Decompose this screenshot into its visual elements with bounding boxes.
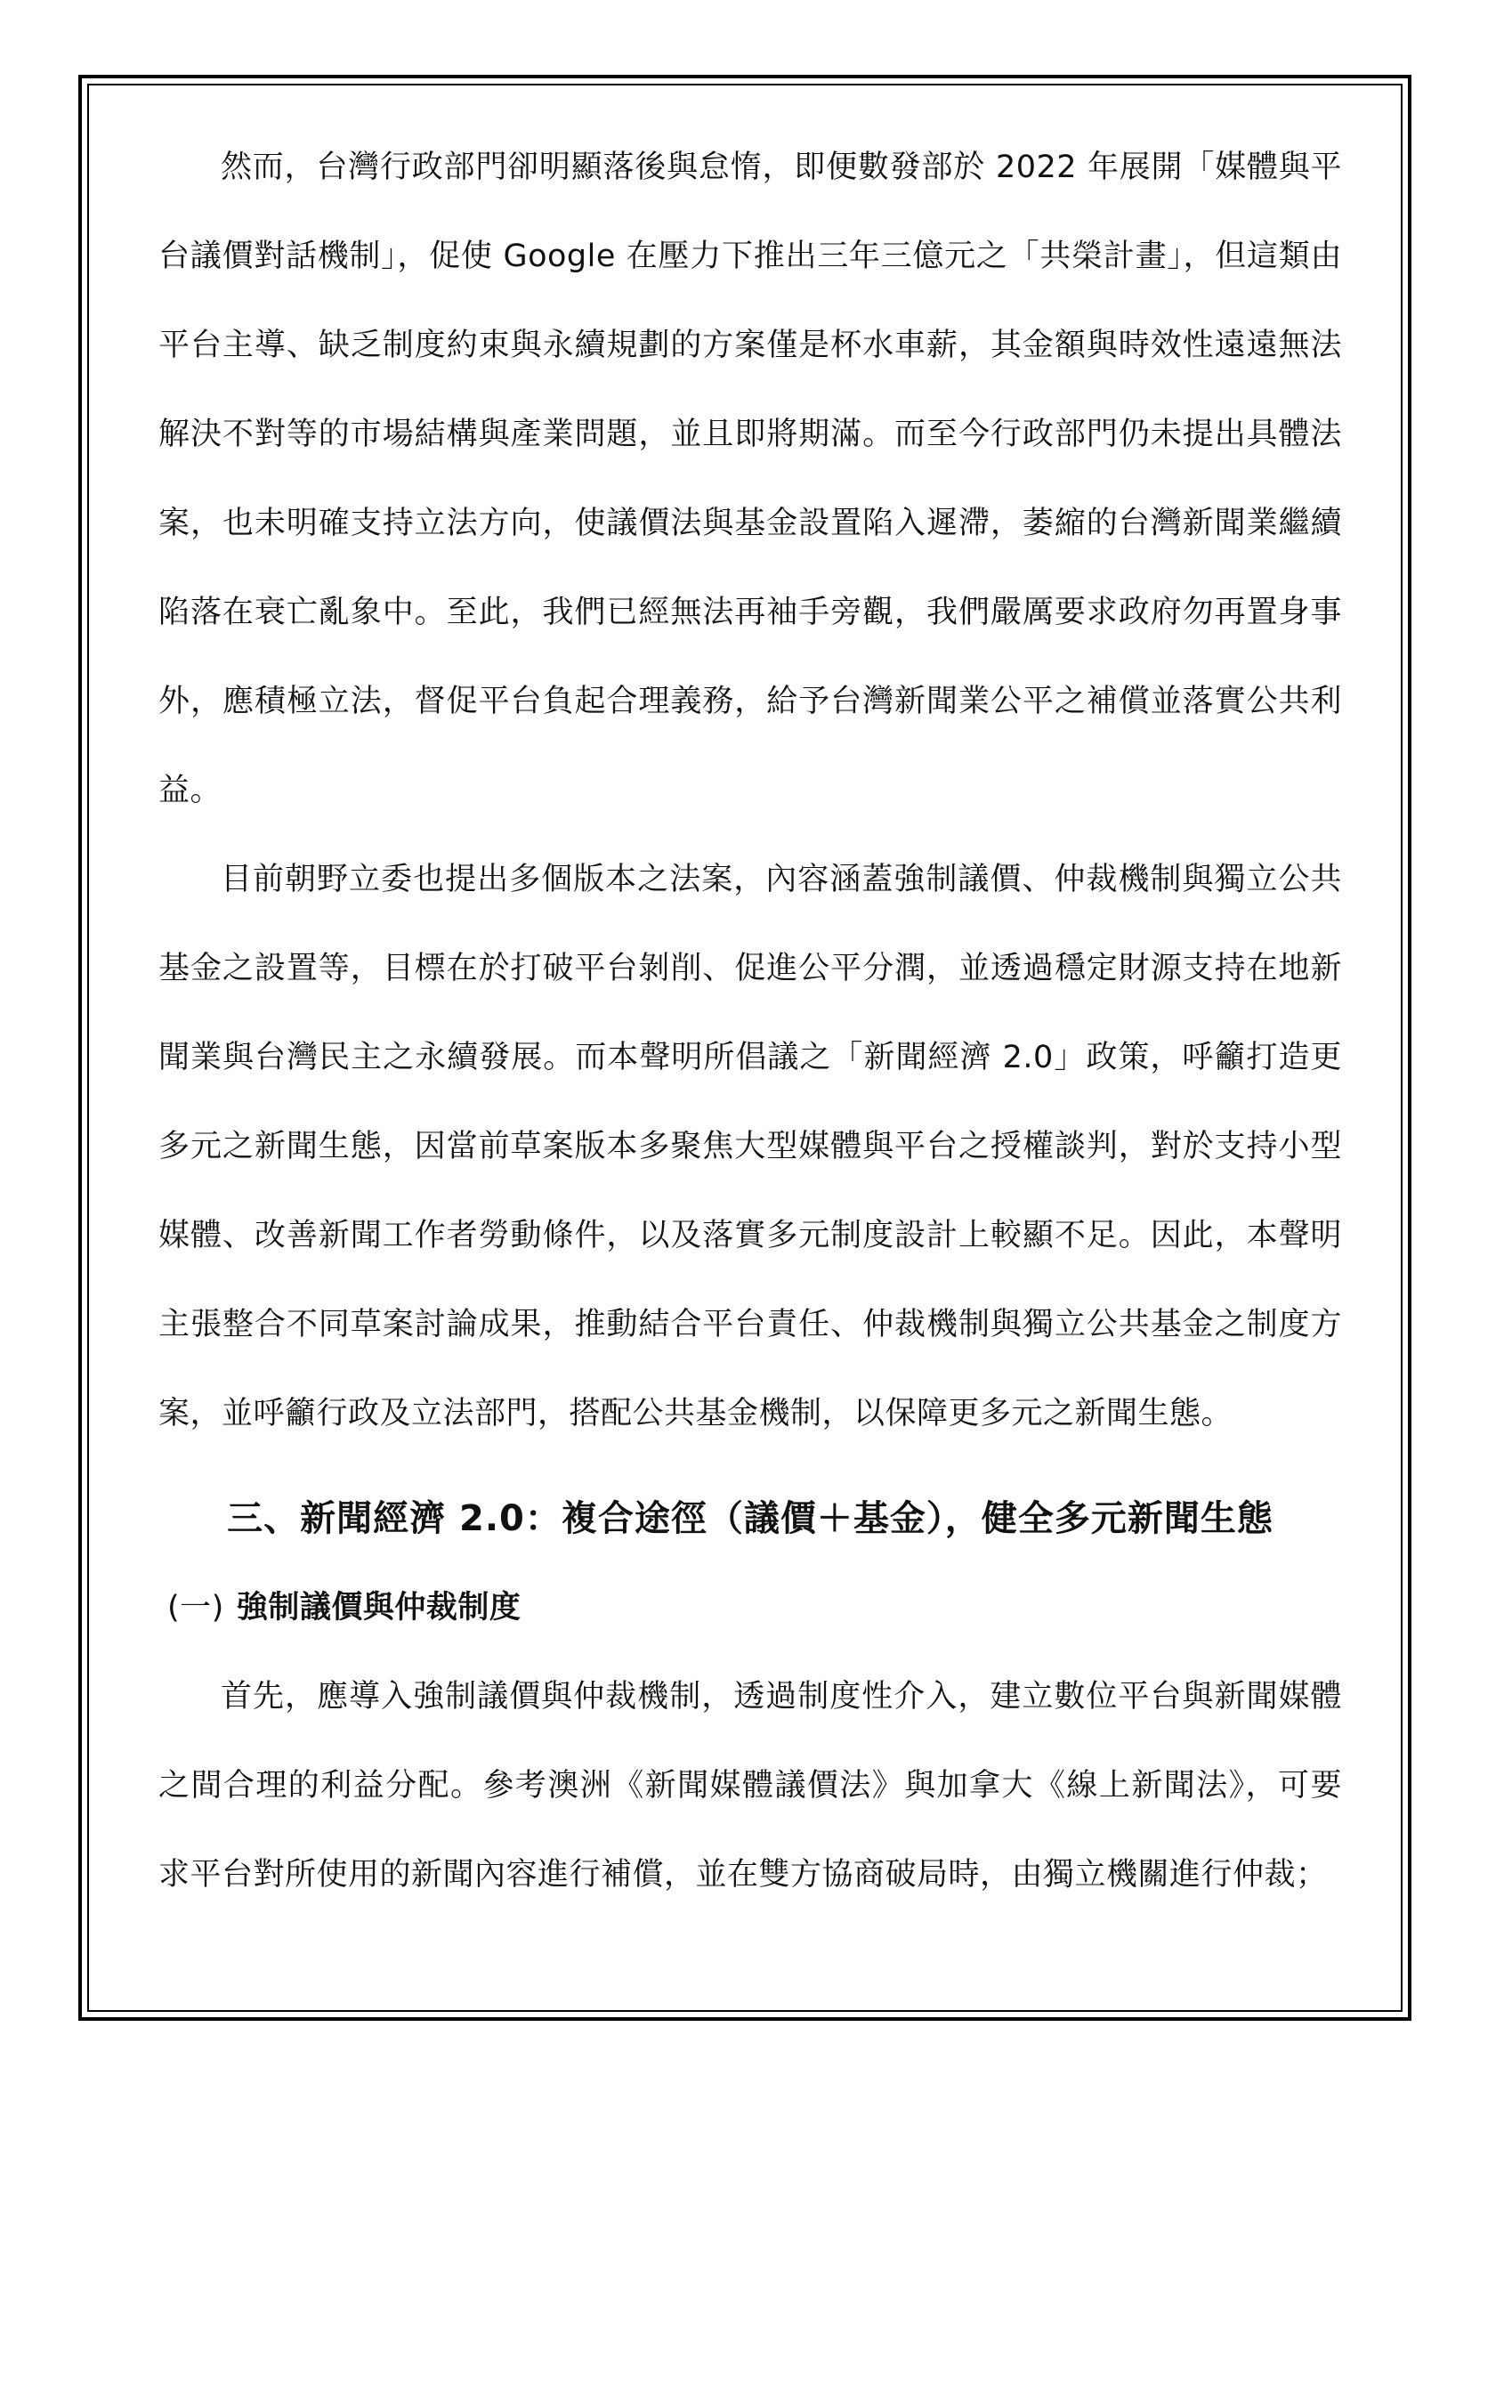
document-body [158,123,1342,1919]
sub-heading-number: (一) [167,1590,224,1626]
paragraph-legislative-drafts: 目前朝野立委也提出多個版本之法案，內容涵蓋強制議價、仲裁機制與獨立公共基金之設置等，目標在於打破平台剝削、促進公平分潤，並透過穩定財源支持在地新聞業與台灣民主之永續發展。而本聲明所倡議之「新聞經濟 2.0」政策，呼籲打造更多元之新聞生態，因當前草案版本多聚焦大型媒體與平台之授權談判，對於支持小型媒體、改善新聞工作者勞動條件，以及落實多元制度設計上較顯不足。因此，本聲明主張整合不同草案討論成果，推動結合平台責任、仲裁機制與獨立公共基金之制度方案，並呼籲行政及立法部門，搭配公共基金機制，以保障更多元之新聞生態。 [158,862,1342,1431]
paragraph-bargaining-arbitration: 首先，應導入強制議價與仲裁機制，透過制度性介入，建立數位平台與新聞媒體之間合理的利益分配。參考澳洲《新聞媒體議價法》與加拿大《線上新聞法》，可要求平台對所使用的新聞內容進行補償，並在雙方協商破局時，由獨立機關進行仲裁； [158,1679,1342,1893]
sub-heading-text: 強制議價與仲裁制度 [236,1590,522,1626]
paragraph-executive-inaction: 然而，台灣行政部門卻明顯落後與怠惰，即便數發部於 2022 年展開「媒體與平台議價對話機制」，促使 Google 在壓力下推出三年三億元之「共榮計畫」，但這類由平台主導、缺乏制度約束與永續規劃的方案僅是杯水車薪，其金額與時效性遠遠無法解決不對等的市場結構與產業問題，並且即將期滿。而至今行政部門仍未提出具體法案，也未明確支持立法方向，使議價法與基金設置陷入遲滯，萎縮的台灣新聞業繼續陷落在衰亡亂象中。至此，我們已經無法再袖手旁觀，我們嚴厲要求政府勿再置身事外，應積極立法，督促平台負起合理義務，給予台灣新聞業公平之補償並落實公共利益。 [158,150,1342,808]
sub-heading [158,1563,1342,1652]
section-heading: 三、新聞經濟 2.0：複合途徑（議價＋基金），健全多元新聞生態 [227,1498,1273,1539]
